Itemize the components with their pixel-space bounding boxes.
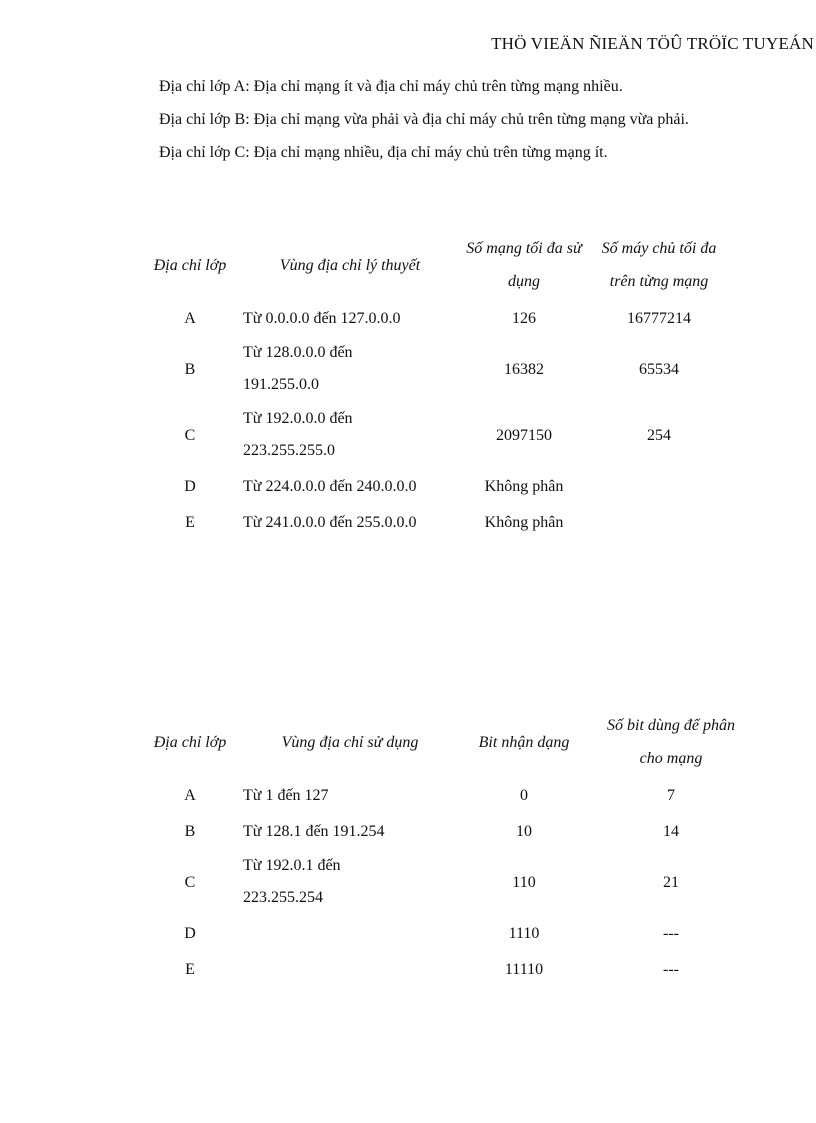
cell-class: E — [185, 514, 195, 531]
header-bits: Bit nhận dạng — [478, 733, 570, 751]
cell-range: Từ 192.0.1 đến 223.255.254 — [243, 857, 341, 906]
table-row — [141, 850, 751, 916]
address-class-theory-table — [141, 229, 727, 541]
cell-hosts: 16777214 — [627, 310, 691, 327]
table-row — [141, 301, 727, 337]
cell-range: Từ 224.0.0.0 đến 240.0.0.0 — [243, 478, 417, 495]
cell-range — [239, 952, 457, 988]
cell-networks: Không phân — [484, 478, 564, 495]
cell-bits: 10 — [516, 823, 532, 840]
cell-bits: 1110 — [508, 925, 540, 942]
table-row — [141, 778, 751, 814]
cell-class: C — [184, 427, 196, 444]
cell-hosts — [591, 469, 727, 505]
cell-range — [239, 916, 457, 952]
intro-line-class-c: Địa chỉ lớp C: Địa chỉ mạng nhiều, địa chỉ máy chủ trên từng mạng ít. — [159, 144, 608, 161]
header-range: Vùng địa chỉ lý thuyết — [279, 256, 421, 274]
cell-range: Từ 241.0.0.0 đến 255.0.0.0 — [243, 514, 417, 531]
cell-hosts: 65534 — [639, 361, 679, 378]
intro-line-class-a: Địa chỉ lớp A: Địa chỉ mạng ít và địa chỉ máy chủ trên từng mạng nhiều. — [159, 78, 623, 95]
cell-bits: 11110 — [504, 961, 544, 978]
address-class-usage-table — [141, 706, 751, 988]
header-range: Vùng địa chỉ sử dụng — [281, 733, 419, 751]
cell-class: A — [184, 310, 196, 327]
table-row — [141, 403, 727, 469]
page-header-title: THÖ VIEÄN ÑIEÄN TÖÛ TRÖÏC TUYEÁN — [491, 34, 814, 53]
cell-hosts — [591, 505, 727, 541]
table-header-row — [141, 706, 751, 778]
intro-paragraphs — [159, 70, 719, 169]
cell-networks: 126 — [512, 310, 536, 327]
table-row — [141, 814, 751, 850]
table-row — [141, 505, 727, 541]
cell-range: Từ 128.1 đến 191.254 — [243, 823, 385, 840]
cell-hosts: 254 — [647, 427, 671, 444]
cell-class: A — [184, 787, 196, 804]
table-row — [141, 469, 727, 505]
cell-networks: Không phân — [484, 514, 564, 531]
cell-range: Từ 192.0.0.0 đến 223.255.255.0 — [243, 410, 353, 459]
header-hosts: Số máy chủ tối đa trên từng mạng — [601, 240, 717, 290]
cell-range: Từ 1 đến 127 — [243, 787, 329, 804]
header-netbits: Số bit dùng để phân cho mạng — [607, 717, 735, 767]
header-class: Địa chỉ lớp — [153, 256, 227, 274]
cell-netbits: 14 — [663, 823, 679, 840]
table-row — [141, 916, 751, 952]
cell-bits: 0 — [520, 787, 528, 804]
table-row — [141, 952, 751, 988]
cell-class: D — [184, 925, 196, 942]
cell-networks: 16382 — [504, 361, 544, 378]
intro-line-class-b: Địa chỉ lớp B: Địa chỉ mạng vừa phải và địa chỉ máy chủ trên từng mạng vừa phải. — [159, 111, 689, 128]
cell-netbits: --- — [663, 961, 679, 978]
cell-class: D — [184, 478, 196, 495]
cell-netbits: 7 — [667, 787, 675, 804]
cell-class: C — [184, 874, 196, 891]
cell-class: E — [185, 961, 195, 978]
table-header-row — [141, 229, 727, 301]
cell-class: B — [184, 823, 196, 840]
cell-networks: 2097150 — [496, 427, 552, 444]
table-row — [141, 337, 727, 403]
header-networks: Số mạng tối đa sử dụng — [466, 240, 582, 290]
cell-netbits: --- — [663, 925, 679, 942]
cell-class: B — [184, 361, 196, 378]
cell-range: Từ 0.0.0.0 đến 127.0.0.0 — [243, 310, 401, 327]
cell-netbits: 21 — [663, 874, 679, 891]
header-class: Địa chỉ lớp — [153, 733, 227, 751]
cell-range: Từ 128.0.0.0 đến 191.255.0.0 — [243, 344, 353, 393]
cell-bits: 110 — [512, 874, 536, 891]
